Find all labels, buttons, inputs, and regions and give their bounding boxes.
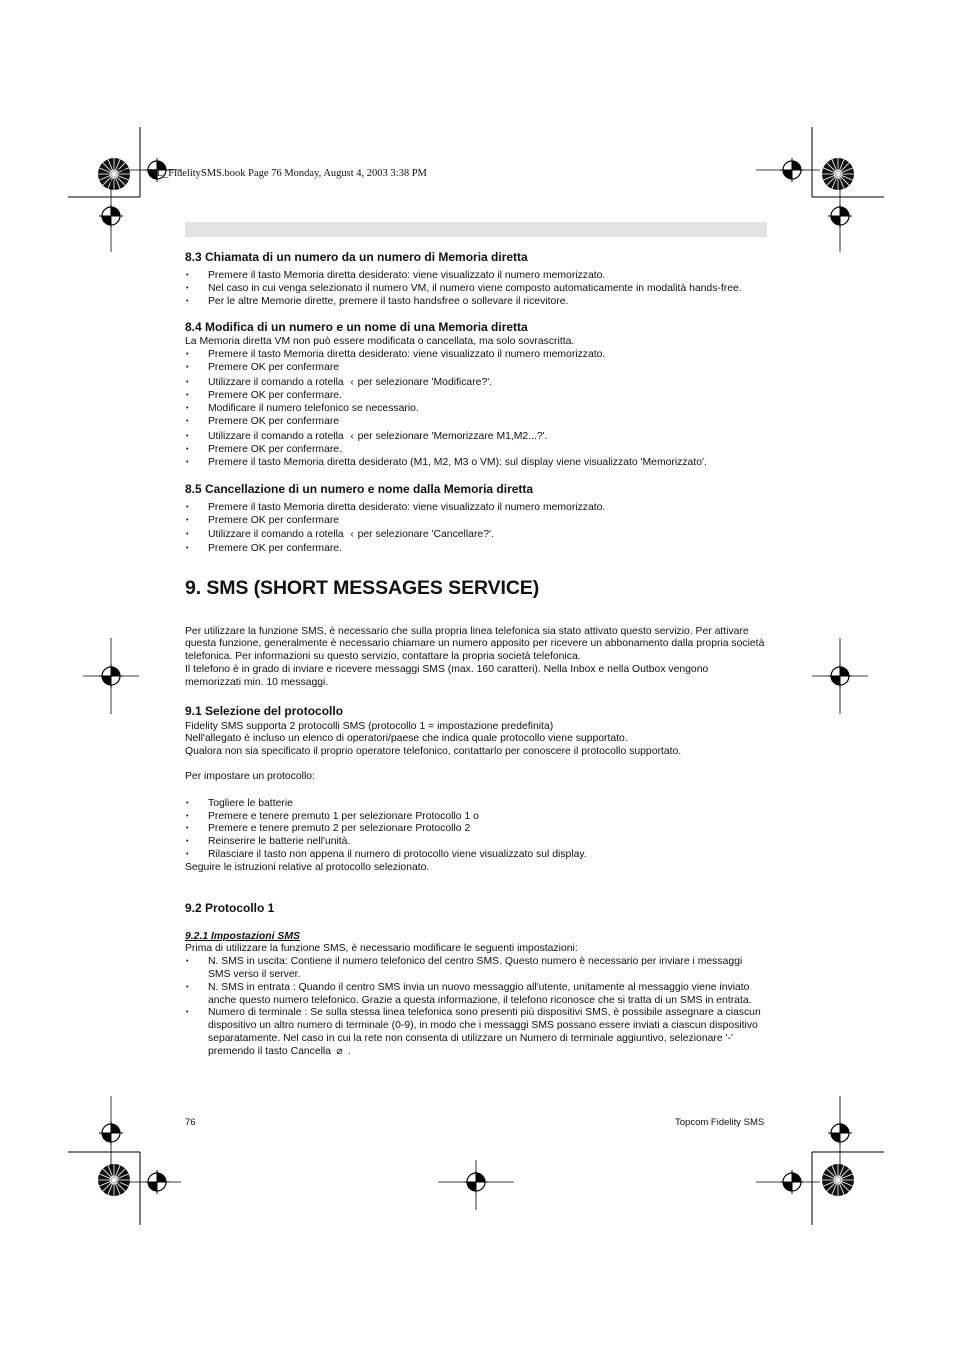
list-item: • N. SMS in uscita: Contiene il numero telefonico del centro SMS. Questo numero è necessario per inviare i messaggi SMS verso il server. bbox=[185, 956, 767, 982]
list-item: • Nel caso in cui venga selezionato il numero VM, il numero viene composto automaticamente in modalità hands-free. bbox=[185, 283, 767, 296]
list-item: • Premere il tasto Memoria diretta desiderato: viene visualizzato il numero memorizzato. bbox=[185, 270, 767, 283]
list-item: • Premere OK per confermare. bbox=[185, 543, 767, 556]
section-9-2-heading: 9.2 Protocollo 1 bbox=[185, 900, 275, 915]
header-bar bbox=[185, 222, 767, 237]
section-9-2-intro: Prima di utilizzare la funzione SMS, è necessario modificare le seguenti impostazioni: bbox=[185, 943, 578, 955]
section-9-1-line: Qualora non sia specificato il proprio operatore telefonico, contattarlo per conoscere il protocollo supportato. bbox=[185, 746, 682, 758]
section-9-1-list bbox=[185, 798, 767, 862]
list-item: • Togliere le batterie bbox=[185, 798, 767, 811]
section-8-5-list bbox=[185, 502, 767, 556]
section-9-1-setup: Per impostare un protocollo: bbox=[185, 771, 315, 783]
chapter-9-paragraph-2: Il telefono è in grado di inviare e ricevere messaggi SMS (max. 160 caratteri). Nella Inbox e nella Outbox vengono memorizzati min. 10 messaggi. bbox=[185, 664, 709, 688]
list-item: • Premere e tenere premuto 2 per selezionare Protocollo 2 bbox=[185, 823, 767, 836]
page-number: 76 bbox=[185, 1117, 196, 1128]
chapter-9-title: 9. SMS (SHORT MESSAGES SERVICE) bbox=[185, 576, 540, 599]
list-item: • Utilizzare il comando a rotella ‹ per selezionare 'Modificare?'. bbox=[185, 375, 767, 391]
list-item: • Premere OK per confermare. bbox=[185, 390, 767, 403]
list-item: • Utilizzare il comando a rotella ‹ per selezionare 'Memorizzare M1,M2...?'. bbox=[185, 429, 767, 445]
list-item: • Premere OK per confermare. bbox=[185, 444, 767, 457]
list-item: • Numero di terminale : Se sulla stessa linea telefonica sono presenti più dispositivi SMS, è possibile assegnare a ciascun dispositivo un altro numero di terminale (0-9), in modo che i messaggi SMS possano essere inviati a ciascun dispositivo separatamente. Nel caso in cui la rete non consenta di utilizzare un Numero di terminale aggiuntivo, selezionare '-' premendo il tasto Cancella ⌀ . bbox=[185, 1007, 767, 1058]
list-item: • Premere OK per confermare bbox=[185, 362, 767, 375]
chapter-9-paragraph-1: Per utilizzare la funzione SMS, è necessario che sulla propria linea telefonica sia stato attivato questo servizio. Per attivare questa funzione, generalmente è necessario chiamare un numero apposito per ricevere un abbonamento dalla propria società telefonica. Per informazioni su questo servizio, contattare la propria società telefonica. bbox=[185, 625, 765, 663]
section-9-2-list bbox=[185, 956, 767, 1058]
list-item: • Per le altre Memorie dirette, premere il tasto handsfree o sollevare il ricevitore. bbox=[185, 296, 767, 309]
section-9-2-1-heading: 9.2.1 Impostazioni SMS bbox=[185, 930, 300, 942]
list-item: • Utilizzare il comando a rotella ‹ per selezionare 'Cancellare?'. bbox=[185, 527, 767, 543]
clear-key-icon: ⌀ bbox=[336, 1045, 343, 1057]
section-8-4-heading: 8.4 Modifica di un numero e un nome di una Memoria diretta bbox=[185, 320, 528, 335]
section-9-1-heading: 9.1 Selezione del protocollo bbox=[185, 703, 344, 718]
list-item: • Rilasciare il tasto non appena il numero di protocollo viene visualizzato sul display. bbox=[185, 849, 767, 862]
jog-wheel-icon: ‹ bbox=[350, 376, 354, 388]
section-9-1-line: Nell'allegato è incluso un elenco di operatori/paese che indica quale protocollo viene supportato. bbox=[185, 733, 628, 745]
list-item: • Reinserire le batterie nell'unità. bbox=[185, 836, 767, 849]
list-item: • Premere OK per confermare bbox=[185, 416, 767, 429]
list-item: • Premere il tasto Memoria diretta desiderato (M1, M2, M3 o VM): sul display viene visualizzato 'Memorizzato'. bbox=[185, 457, 767, 470]
print-header-line: HL_FidelitySMS.book Page 76 Monday, August 4, 2003 3:38 PM bbox=[149, 168, 427, 179]
list-item: • N. SMS in entrata : Quando il centro SMS invia un nuovo messaggio all'utente, unitamente al messaggio viene inviato anche questo numero telefonico. Grazie a questa informazione, il telefono riconosce che si tratta di un SMS in entrata. bbox=[185, 982, 767, 1008]
jog-wheel-icon: ‹ bbox=[350, 529, 354, 541]
section-8-4-list bbox=[185, 349, 767, 470]
section-9-1-line: Fidelity SMS supporta 2 protocolli SMS (protocollo 1 = impostazione predefinita) bbox=[185, 720, 554, 732]
section-8-3-heading: 8.3 Chiamata di un numero da un numero di Memoria diretta bbox=[185, 250, 528, 264]
list-item: • Premere il tasto Memoria diretta desiderato: viene visualizzato il numero memorizzato. bbox=[185, 349, 767, 362]
section-9-1-after: Seguire le istruzioni relative al protocollo selezionato. bbox=[185, 861, 430, 873]
section-8-5-heading: 8.5 Cancellazione di un numero e nome dalla Memoria diretta bbox=[185, 481, 534, 496]
list-item: • Modificare il numero telefonico se necessario. bbox=[185, 403, 767, 416]
list-item: • Premere OK per confermare bbox=[185, 515, 767, 528]
page-content bbox=[185, 250, 767, 1059]
list-item: • Premere e tenere premuto 1 per selezionare Protocollo 1 o bbox=[185, 811, 767, 824]
section-8-4-intro: La Memoria diretta VM non può essere modificata o cancellata, ma solo sovrascritta. bbox=[185, 336, 575, 348]
list-item: • Premere il tasto Memoria diretta desiderato: viene visualizzato il numero memorizzato. bbox=[185, 502, 767, 515]
footer-brand: Topcom Fidelity SMS bbox=[675, 1117, 765, 1128]
section-8-3-list bbox=[185, 270, 767, 308]
jog-wheel-icon: ‹ bbox=[350, 430, 354, 442]
